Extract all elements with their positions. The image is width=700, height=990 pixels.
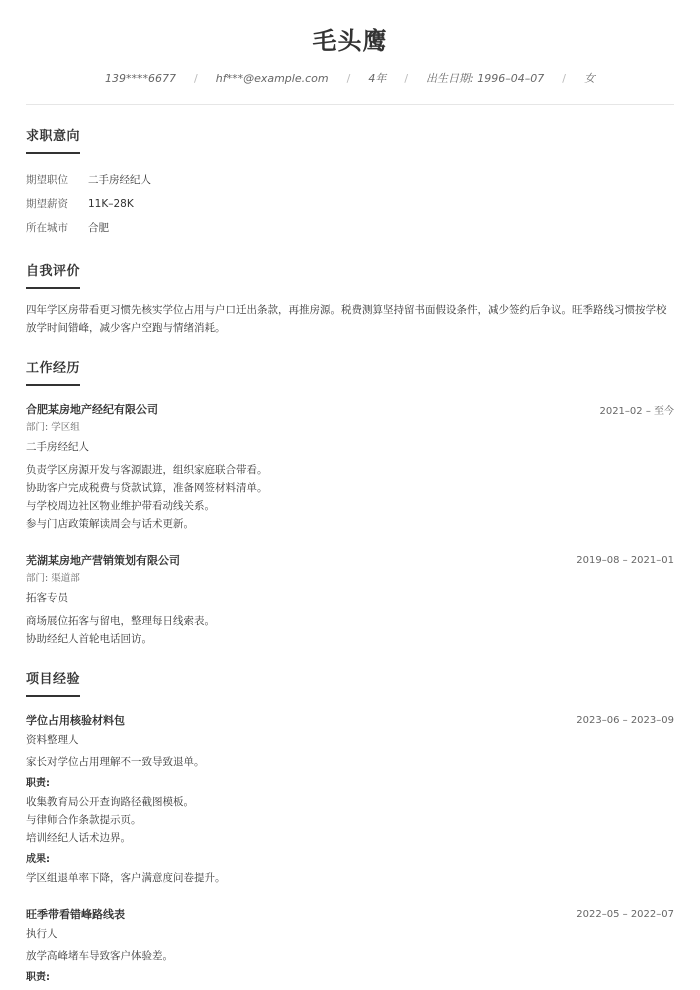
duty-line: 协助经纪人首轮电话回访。 xyxy=(26,633,152,645)
project-name: 学位占用核验材料包 xyxy=(26,714,125,727)
gender: 女 xyxy=(583,72,595,85)
intent-label: 期望职位 xyxy=(26,174,68,186)
intent-value: 二手房经纪人 xyxy=(88,174,151,186)
job-title: 拓客专员 xyxy=(26,592,68,604)
separator: / xyxy=(194,71,198,85)
section-title: 自我评价 xyxy=(26,263,80,289)
duty-line: 负责学区房源开发与客源跟进，组织家庭联合带看。 xyxy=(26,464,268,476)
section-projects xyxy=(26,668,674,987)
section-self-evaluation xyxy=(26,260,674,337)
result-label: 成果: xyxy=(26,854,50,865)
duty-line: 与律师合作条款提示页。 xyxy=(26,814,142,826)
separator: / xyxy=(346,71,351,85)
duty-line: 参与门店政策解读周会与话术更新。 xyxy=(26,518,194,530)
duty-line: 协助客户完成税费与贷款试算，准备网签材料清单。 xyxy=(26,482,268,494)
section-title: 求职意向 xyxy=(26,128,80,154)
self-evaluation-text: 四年学区房带看更习惯先核实学位占用与户口迁出条款，再推房源。税费测算坚持留书面假设条件，减少签约后争议。旺季路线习惯按学校放学时间错峰，减少客户空跑与情绪消耗。 xyxy=(26,304,667,334)
section-job-intent xyxy=(26,125,674,240)
entry-header xyxy=(26,711,674,729)
intent-list xyxy=(26,168,674,240)
department: 部门: 学区组 xyxy=(26,422,80,433)
intent-label: 所在城市 xyxy=(26,222,68,234)
company-name: 芜湖某房地产营销策划有限公司 xyxy=(26,554,180,567)
duty-label: 职责: xyxy=(26,972,50,983)
job-title: 二手房经纪人 xyxy=(26,441,89,453)
project-background: 家长对学位占用理解不一致导致退单。 xyxy=(26,756,205,768)
birth-date: 出生日期: 1996–04–07 xyxy=(426,72,545,85)
date-range: 2019–08 – 2021–01 xyxy=(576,554,674,566)
project-name: 旺季带看错峰路线表 xyxy=(26,908,125,921)
email: hf***@example.com xyxy=(215,71,329,85)
result-line: 学区组退单率下降，客户满意度问卷提升。 xyxy=(26,872,226,884)
project-entry xyxy=(26,711,674,887)
intent-value: 合肥 xyxy=(88,222,109,234)
intent-label: 期望薪资 xyxy=(26,198,68,210)
experience-years: 4年 xyxy=(368,72,387,85)
work-entry xyxy=(26,551,674,648)
entry-header xyxy=(26,905,674,923)
candidate-name: 毛头鹰 xyxy=(312,27,388,55)
date-range: 2023–06 – 2023–09 xyxy=(576,714,674,726)
intent-row xyxy=(26,216,674,240)
resume-header xyxy=(26,0,674,105)
contact-bar xyxy=(26,68,674,88)
project-role: 资料整理人 xyxy=(26,734,79,746)
project-role: 执行人 xyxy=(26,928,58,940)
section-title: 项目经验 xyxy=(26,671,80,697)
project-background: 放学高峰堵车导致客户体验差。 xyxy=(26,950,173,962)
duty-line: 收集教育局公开查询路径截图模板。 xyxy=(26,796,194,808)
intent-row xyxy=(26,168,674,192)
department: 部门: 渠道部 xyxy=(26,573,80,584)
entry-header xyxy=(26,551,674,569)
duty-line: 培训经纪人话术边界。 xyxy=(26,832,131,844)
section-title: 工作经历 xyxy=(26,360,80,386)
duty-line: 商场展位拓客与留电，整理每日线索表。 xyxy=(26,615,215,627)
separator: / xyxy=(404,71,409,85)
date-range: 2022–05 – 2022–07 xyxy=(576,908,674,920)
intent-row xyxy=(26,192,674,216)
work-entry xyxy=(26,400,674,533)
duty-line: 与学校周边社区物业维护带看动线关系。 xyxy=(26,500,215,512)
duty-list xyxy=(26,612,674,648)
entry-header xyxy=(26,400,674,418)
duty-label: 职责: xyxy=(26,778,50,789)
section-work-experience xyxy=(26,357,674,648)
project-entry xyxy=(26,905,674,987)
intent-value: 11K–28K xyxy=(88,198,134,210)
company-name: 合肥某房地产经纪有限公司 xyxy=(26,403,158,416)
separator: / xyxy=(562,71,566,85)
duty-list xyxy=(26,461,674,533)
date-range: 2021–02 – 至今 xyxy=(599,405,674,417)
phone: 139****6677 xyxy=(105,71,177,85)
